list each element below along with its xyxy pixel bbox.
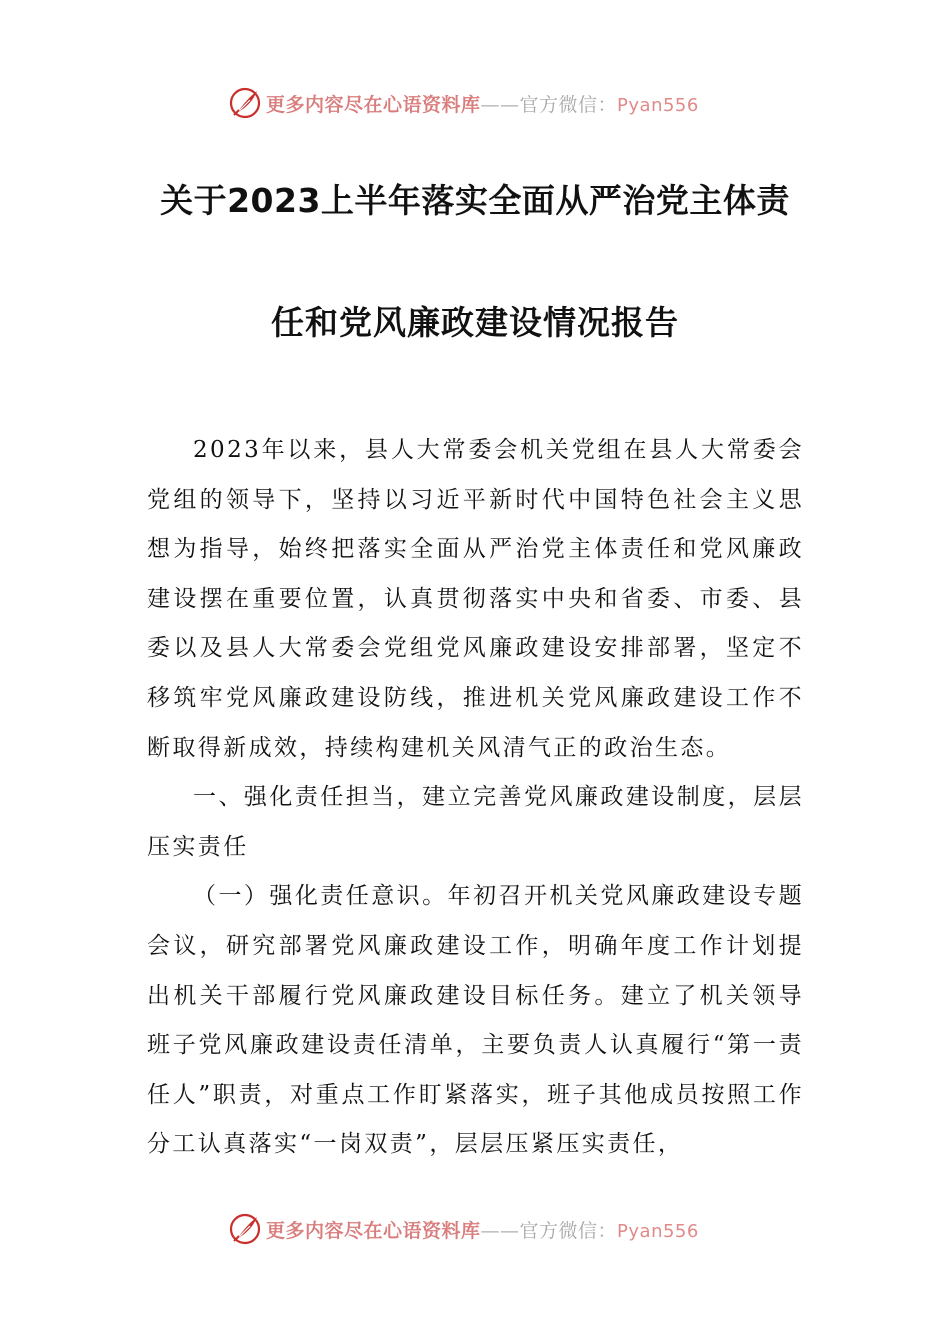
watermark-wechat-id: Pyan556: [617, 94, 699, 116]
document-title-line-2: 任和党风廉政建设情况报告: [271, 303, 679, 342]
body-paragraph: 2023年以来，县人大常委会机关党组在县人大常委会党组的领导下，坚持以习近平新时代中国特色社会主义思想为指导，始终把落实全面从严治党主体责任和党风廉政建设摆在重要位置，认真贯彻落实中央和省委、市委、县委以及县人大常委会党组党风廉政建设安排部署，坚定不移筑牢党风廉政建设防线，推进机关党风廉政建设工作不断取得新成效，持续构建机关风清气正的政治生态。: [147, 437, 804, 761]
feather-pen-logo-icon: [228, 1212, 262, 1246]
section-heading: 一、强化责任担当，建立完善党风廉政建设制度，层层压实责任: [147, 784, 804, 860]
watermark-text: [266, 90, 699, 117]
watermark-text: [266, 1216, 699, 1243]
watermark-banner-top: [228, 83, 699, 123]
watermark-wechat-id: Pyan556: [617, 1220, 699, 1242]
feather-pen-logo-icon: [228, 86, 262, 120]
watermark-lead: 更多内容尽在心语资料库: [266, 1219, 481, 1242]
document-title-line-1: 关于2023上半年落实全面从严治党主体责: [160, 181, 790, 220]
document-body: [147, 426, 804, 1170]
watermark-separator: ——: [480, 93, 520, 116]
watermark-separator: ——: [480, 1219, 520, 1242]
body-paragraph: （一）强化责任意识。年初召开机关党风廉政建设专题会议，研究部署党风廉政建设工作，明确年度工作计划提出机关干部履行党风廉政建设目标任务。建立了机关领导班子党风廉政建设责任清单，主要负责人认真履行“第一责任人”职责，对重点工作盯紧落实，班子其他成员按照工作分工认真落实“一岗双责”，层层压紧压实责任，: [147, 883, 804, 1158]
watermark-banner-bottom: [228, 1209, 699, 1249]
watermark-wechat-label: 官方微信：: [519, 93, 618, 116]
watermark-wechat-label: 官方微信：: [519, 1219, 618, 1242]
watermark-lead: 更多内容尽在心语资料库: [266, 93, 481, 116]
